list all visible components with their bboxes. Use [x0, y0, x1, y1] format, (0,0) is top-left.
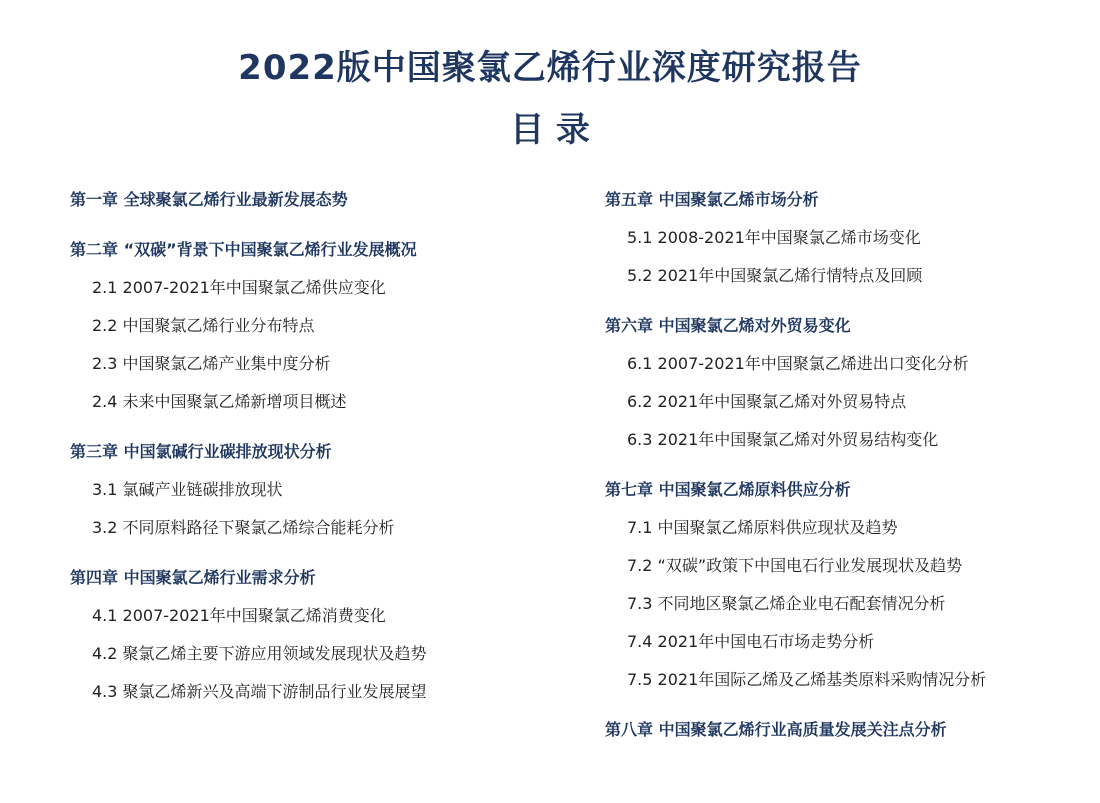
toc-chapter-5: 第五章 中国聚氯乙烯市场分析	[605, 190, 819, 209]
toc-section-3-1: 3.1 氯碱产业链碳排放现状	[92, 480, 283, 499]
toc-section-2-4: 2.4 未来中国聚氯乙烯新增项目概述	[92, 392, 347, 411]
toc-chapter-4: 第四章 中国聚氯乙烯行业需求分析	[70, 568, 316, 587]
toc-section-6-2: 6.2 2021年中国聚氯乙烯对外贸易特点	[627, 392, 907, 411]
toc-section-5-1: 5.1 2008-2021年中国聚氯乙烯市场变化	[627, 228, 921, 247]
toc-chapter-3: 第三章 中国氯碱行业碳排放现状分析	[70, 442, 332, 461]
toc-section-7-4: 7.4 2021年中国电石市场走势分析	[627, 632, 875, 651]
toc-chapter-1: 第一章 全球聚氯乙烯行业最新发展态势	[70, 190, 348, 209]
toc-chapter-6: 第六章 中国聚氯乙烯对外贸易变化	[605, 316, 851, 335]
toc-section-2-2: 2.2 中国聚氯乙烯行业分布特点	[92, 316, 315, 335]
toc-section-3-2: 3.2 不同原料路径下聚氯乙烯综合能耗分析	[92, 518, 395, 537]
toc-section-7-1: 7.1 中国聚氯乙烯原料供应现状及趋势	[627, 518, 898, 537]
toc-section-5-2: 5.2 2021年中国聚氯乙烯行情特点及回顾	[627, 266, 923, 285]
toc-column-right	[605, 188, 1085, 742]
toc-column-left	[70, 188, 570, 704]
toc-section-4-2: 4.2 聚氯乙烯主要下游应用领域发展现状及趋势	[92, 644, 427, 663]
document-title: 2022版中国聚氯乙烯行业深度研究报告	[238, 48, 862, 88]
toc-chapter-2: 第二章 “双碳”背景下中国聚氯乙烯行业发展概况	[70, 240, 417, 259]
toc-section-6-3: 6.3 2021年中国聚氯乙烯对外贸易结构变化	[627, 430, 939, 449]
toc-section-2-3: 2.3 中国聚氯乙烯产业集中度分析	[92, 354, 331, 373]
toc-section-7-3: 7.3 不同地区聚氯乙烯企业电石配套情况分析	[627, 594, 946, 613]
toc-chapter-7: 第七章 中国聚氯乙烯原料供应分析	[605, 480, 851, 499]
toc-section-4-1: 4.1 2007-2021年中国聚氯乙烯消费变化	[92, 606, 386, 625]
toc-section-4-3: 4.3 聚氯乙烯新兴及高端下游制品行业发展展望	[92, 682, 427, 701]
toc-section-7-2: 7.2 “双碳”政策下中国电石行业发展现状及趋势	[627, 556, 963, 575]
toc-chapter-8: 第八章 中国聚氯乙烯行业高质量发展关注点分析	[605, 720, 947, 739]
toc-section-2-1: 2.1 2007-2021年中国聚氯乙烯供应变化	[92, 278, 386, 297]
toc-heading: 目 录	[510, 110, 590, 150]
toc-section-7-5: 7.5 2021年国际乙烯及乙烯基类原料采购情况分析	[627, 670, 987, 689]
toc-section-6-1: 6.1 2007-2021年中国聚氯乙烯进出口变化分析	[627, 354, 969, 373]
